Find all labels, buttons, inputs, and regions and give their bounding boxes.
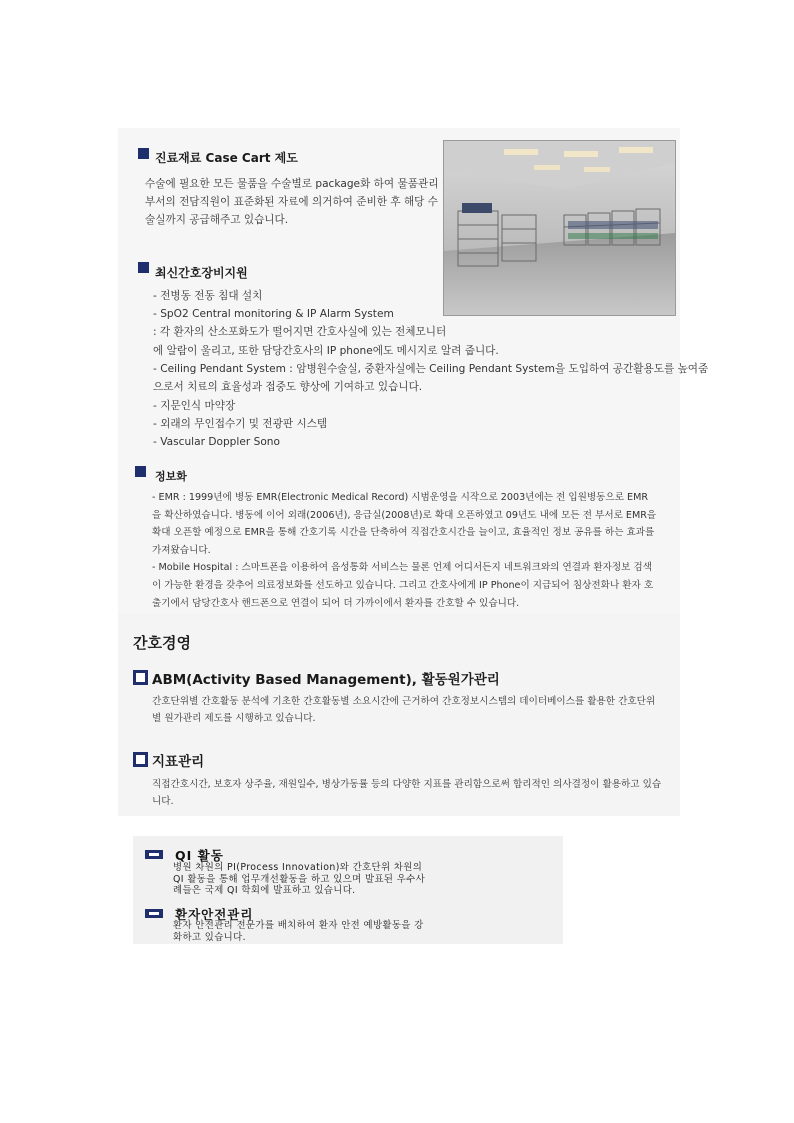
bullet-icon (145, 850, 163, 859)
bullet-icon (133, 752, 148, 767)
bullet-icon (133, 670, 148, 685)
section-heading-qi: QI 활동 (175, 848, 224, 863)
bullet-icon (135, 466, 146, 477)
patient-safety-text: 환자 안전관리 전문가를 배치하여 환자 안전 예방활동을 강 화하고 있습니다. (173, 920, 424, 943)
section-heading-patient-safety: 환자안전관리 (175, 907, 254, 922)
qi-text: 병원 차원의 PI(Process Innovation)와 간호단위 차원의 QI 활동을 통해 업무개선활동을 하고 있으며 발표된 우수사 례들은 국제 QI 학회에 발표하고 있습니다. (173, 862, 426, 896)
section-heading-index: 지표관리 (152, 754, 205, 770)
page-title-nursing-management: 간호경영 (133, 634, 191, 652)
equipment-text-a: - 전병동 전동 침대 설치 - SpO2 Central monitoring & IP Alarm System : 각 환자의 산소포화도가 떨어지면 간호사실에 있는 전체모니터 (153, 290, 447, 339)
section-heading-case-cart: 진료재료 Case Cart 제도 (155, 151, 298, 165)
bullet-icon (138, 148, 149, 159)
index-text: 직접간호시간, 보호자 상주율, 재원일수, 병상가동률 등의 다양한 지표를 관리함으로써 합리적인 의사결정이 활용하고 있습 니다. (152, 779, 662, 807)
case-cart-photo (443, 140, 676, 316)
bullet-icon (138, 262, 149, 273)
equipment-text-b: 에 알람이 울리고, 또한 담당간호사의 IP phone에도 메시지로 알려 줍니다. - Ceiling Pendant System : 암병원수술실, 중환자실에는 Ceiling Pendant System을 도입하여 공간활용도를 높여줌 으로서 치료의 효율성과 접중도 향상에 기여하고 있습니다. - 지문인식 마약장 - 외래의 무인접수기 및 전광판 시스템 - Vascular Doppler Sono (153, 345, 709, 449)
section-heading-equipment: 최신간호장비지원 (155, 266, 248, 280)
section-heading-abm: ABM(Activity Based Management), 활동원가관리 (152, 672, 500, 688)
case-cart-text: 수술에 필요한 모든 물품을 수술별로 package화 하여 물품관리 부서의 전담직원이 표준화된 자료에 의거하여 준비한 후 해당 수 술실까지 공급해주고 있습니다. (145, 178, 439, 227)
bullet-icon (145, 909, 163, 918)
informatization-text: - EMR : 1999년에 병동 EMR(Electronic Medical Record) 시범운영을 시작으로 2003년에는 전 입원병동으로 EMR 을 확산하였습니다. 병동에 이어 외래(2006년), 응급실(2008년)로 확대 오픈하였고 09년도 내에 모든 전 부서로 EMR을 확대 오픈할 예정으로 EMR을 통해 간호기록 시간을 단축하여 직접간호시간을 늘이고, 효율적인 정보 공유를 하는 효과를 가져왔습니다. - Mobile Hospital : 스마트폰을 이용하여 음성통화 서비스는 물론 언제 어디서든지 네트워크와의 연결과 환자정보 검색 이 가능한 환경을 갖추어 의료정보화를 선도하고 있습니다. 그리고 간호사에게 IP Phone이 지급되어 침상전화나 환자 호 출기에서 담당간호사 핸드폰으로 연결이 되어 더 가까이에서 환자를 간호할 수 있습니다. (152, 492, 657, 609)
section-heading-informatization: 정보화 (155, 470, 187, 483)
abm-text: 간호단위별 간호활동 분석에 기초한 간호활동별 소요시간에 근거하여 간호정보시스템의 데이터베이스를 활용한 간호단위 별 원가관리 제도를 시행하고 있습니다. (152, 696, 656, 724)
